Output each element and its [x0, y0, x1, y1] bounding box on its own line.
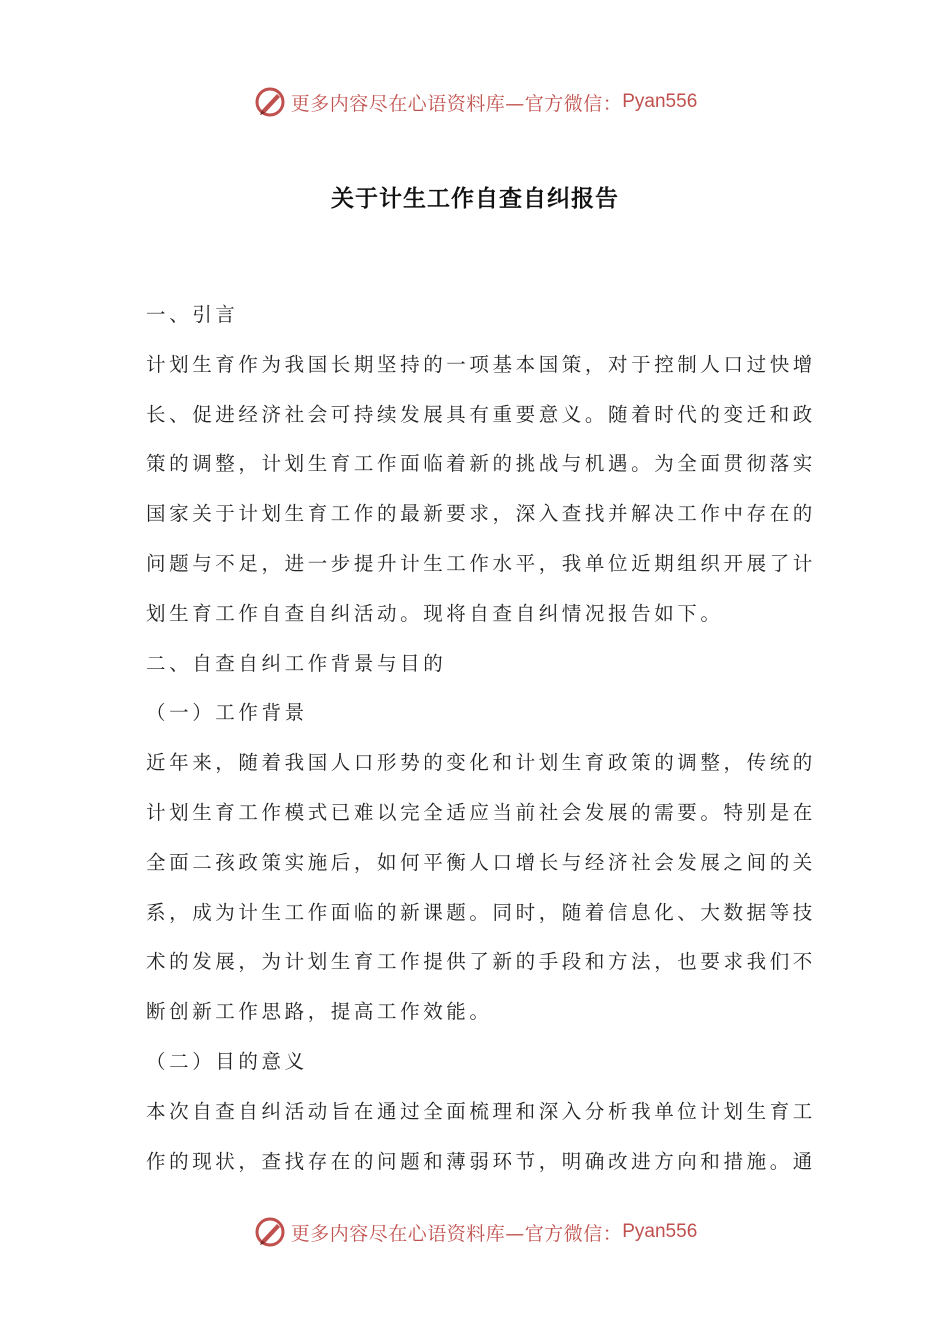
section-heading-intro: 一、引言 — [146, 303, 239, 326]
subsection-heading-purpose: （二）目的意义 — [146, 1049, 308, 1073]
body-line: 系，成为计生工作面临的新课题。同时，随着信息化、大数据等技 — [146, 900, 816, 924]
body-line: 全面二孩政策实施后，如何平衡人口增长与经济社会发展之间的关 — [146, 850, 816, 874]
pen-logo-icon — [253, 85, 287, 119]
body-line: 策的调整，计划生育工作面临着新的挑战与机遇。为全面贯彻落实 — [146, 452, 816, 476]
body-line: 问题与不足，进一步提升计生工作水平，我单位近期组织开展了计 — [146, 551, 816, 575]
body-line: 近年来，随着我国人口形势的变化和计划生育政策的调整，传统的 — [146, 751, 816, 775]
body-line: 计划生育作为我国长期坚持的一项基本国策，对于控制人口过快增 — [146, 352, 816, 376]
footer-watermark-banner — [0, 1210, 950, 1254]
pen-logo-icon — [253, 1215, 287, 1249]
body-line: 作的现状，查找存在的问题和薄弱环节，明确改进方向和措施。通 — [146, 1149, 816, 1173]
header-watermark-banner — [0, 80, 950, 124]
body-line: 术的发展，为计划生育工作提供了新的手段和方法，也要求我们不 — [146, 950, 816, 974]
section-heading-background: 二、自查自纠工作背景与目的 — [146, 651, 447, 675]
document-body — [146, 290, 816, 1186]
body-line: 国家关于计划生育工作的最新要求，深入查找并解决工作中存在的 — [146, 502, 816, 526]
header-watermark-text: 更多内容尽在心语资料库—官方微信： — [290, 92, 623, 115]
body-line: 划生育工作自查自纠活动。现将自查自纠情况报告如下。 — [146, 601, 724, 625]
subsection-heading-background: （一）工作背景 — [146, 701, 308, 725]
body-line: 计划生育工作模式已难以完全适应当前社会发展的需要。特别是在 — [146, 800, 816, 824]
footer-watermark-text: 更多内容尽在心语资料库—官方微信： — [290, 1222, 623, 1245]
body-line: 本次自查自纠活动旨在通过全面梳理和深入分析我单位计划生育工 — [146, 1099, 816, 1123]
footer-watermark-wechat: Pyan556 — [622, 1221, 698, 1242]
body-line: 长、促进经济社会可持续发展具有重要意义。随着时代的变迁和政 — [146, 402, 816, 426]
document-title: 关于计生工作自查自纠报告 — [331, 186, 619, 212]
header-watermark-wechat: Pyan556 — [622, 91, 698, 112]
body-line: 断创新工作思路，提高工作效能。 — [146, 1000, 493, 1024]
